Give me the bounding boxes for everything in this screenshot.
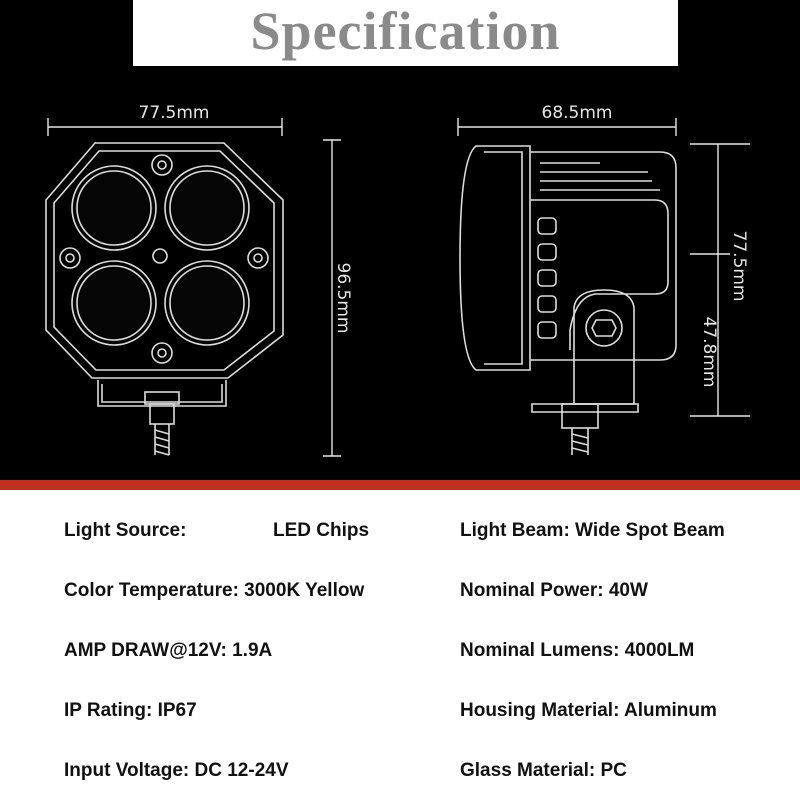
side-mount-height-dimension: 47.8mm (699, 316, 719, 388)
front-height-dimension: 96.5mm (333, 262, 353, 334)
spec-glass-material: Glass Material: PC (460, 760, 627, 781)
front-view-light (46, 143, 283, 455)
page-title: Specification (250, 1, 561, 61)
spec-amp-draw: AMP DRAW@12V: 1.9A (64, 640, 273, 661)
spec-light-source (64, 520, 370, 542)
spec-nominal-power: Nominal Power: 40W (460, 580, 648, 601)
title-banner (133, 0, 678, 66)
spec-light-beam: Light Beam: Wide Spot Beam (460, 520, 725, 541)
spec-housing-material: Housing Material: Aluminum (460, 700, 717, 721)
spec-light-source-value: LED Chips (273, 520, 370, 541)
spec-input-voltage: Input Voltage: DC 12-24V (64, 760, 289, 781)
spec-nominal-lumens: Nominal Lumens: 4000LM (460, 640, 695, 661)
side-view-light (460, 146, 676, 455)
accent-divider (0, 480, 800, 490)
side-height-dimension: 77.5mm (729, 230, 749, 302)
spec-color-temperature: Color Temperature: 3000K Yellow (64, 580, 365, 601)
spec-light-source-label: Light Source: (64, 520, 187, 541)
spec-ip-rating: IP Rating: IP67 (64, 700, 197, 721)
front-width-dimension: 77.5mm (138, 103, 210, 123)
side-depth-dimension: 68.5mm (541, 103, 613, 123)
spec-list (0, 490, 800, 800)
